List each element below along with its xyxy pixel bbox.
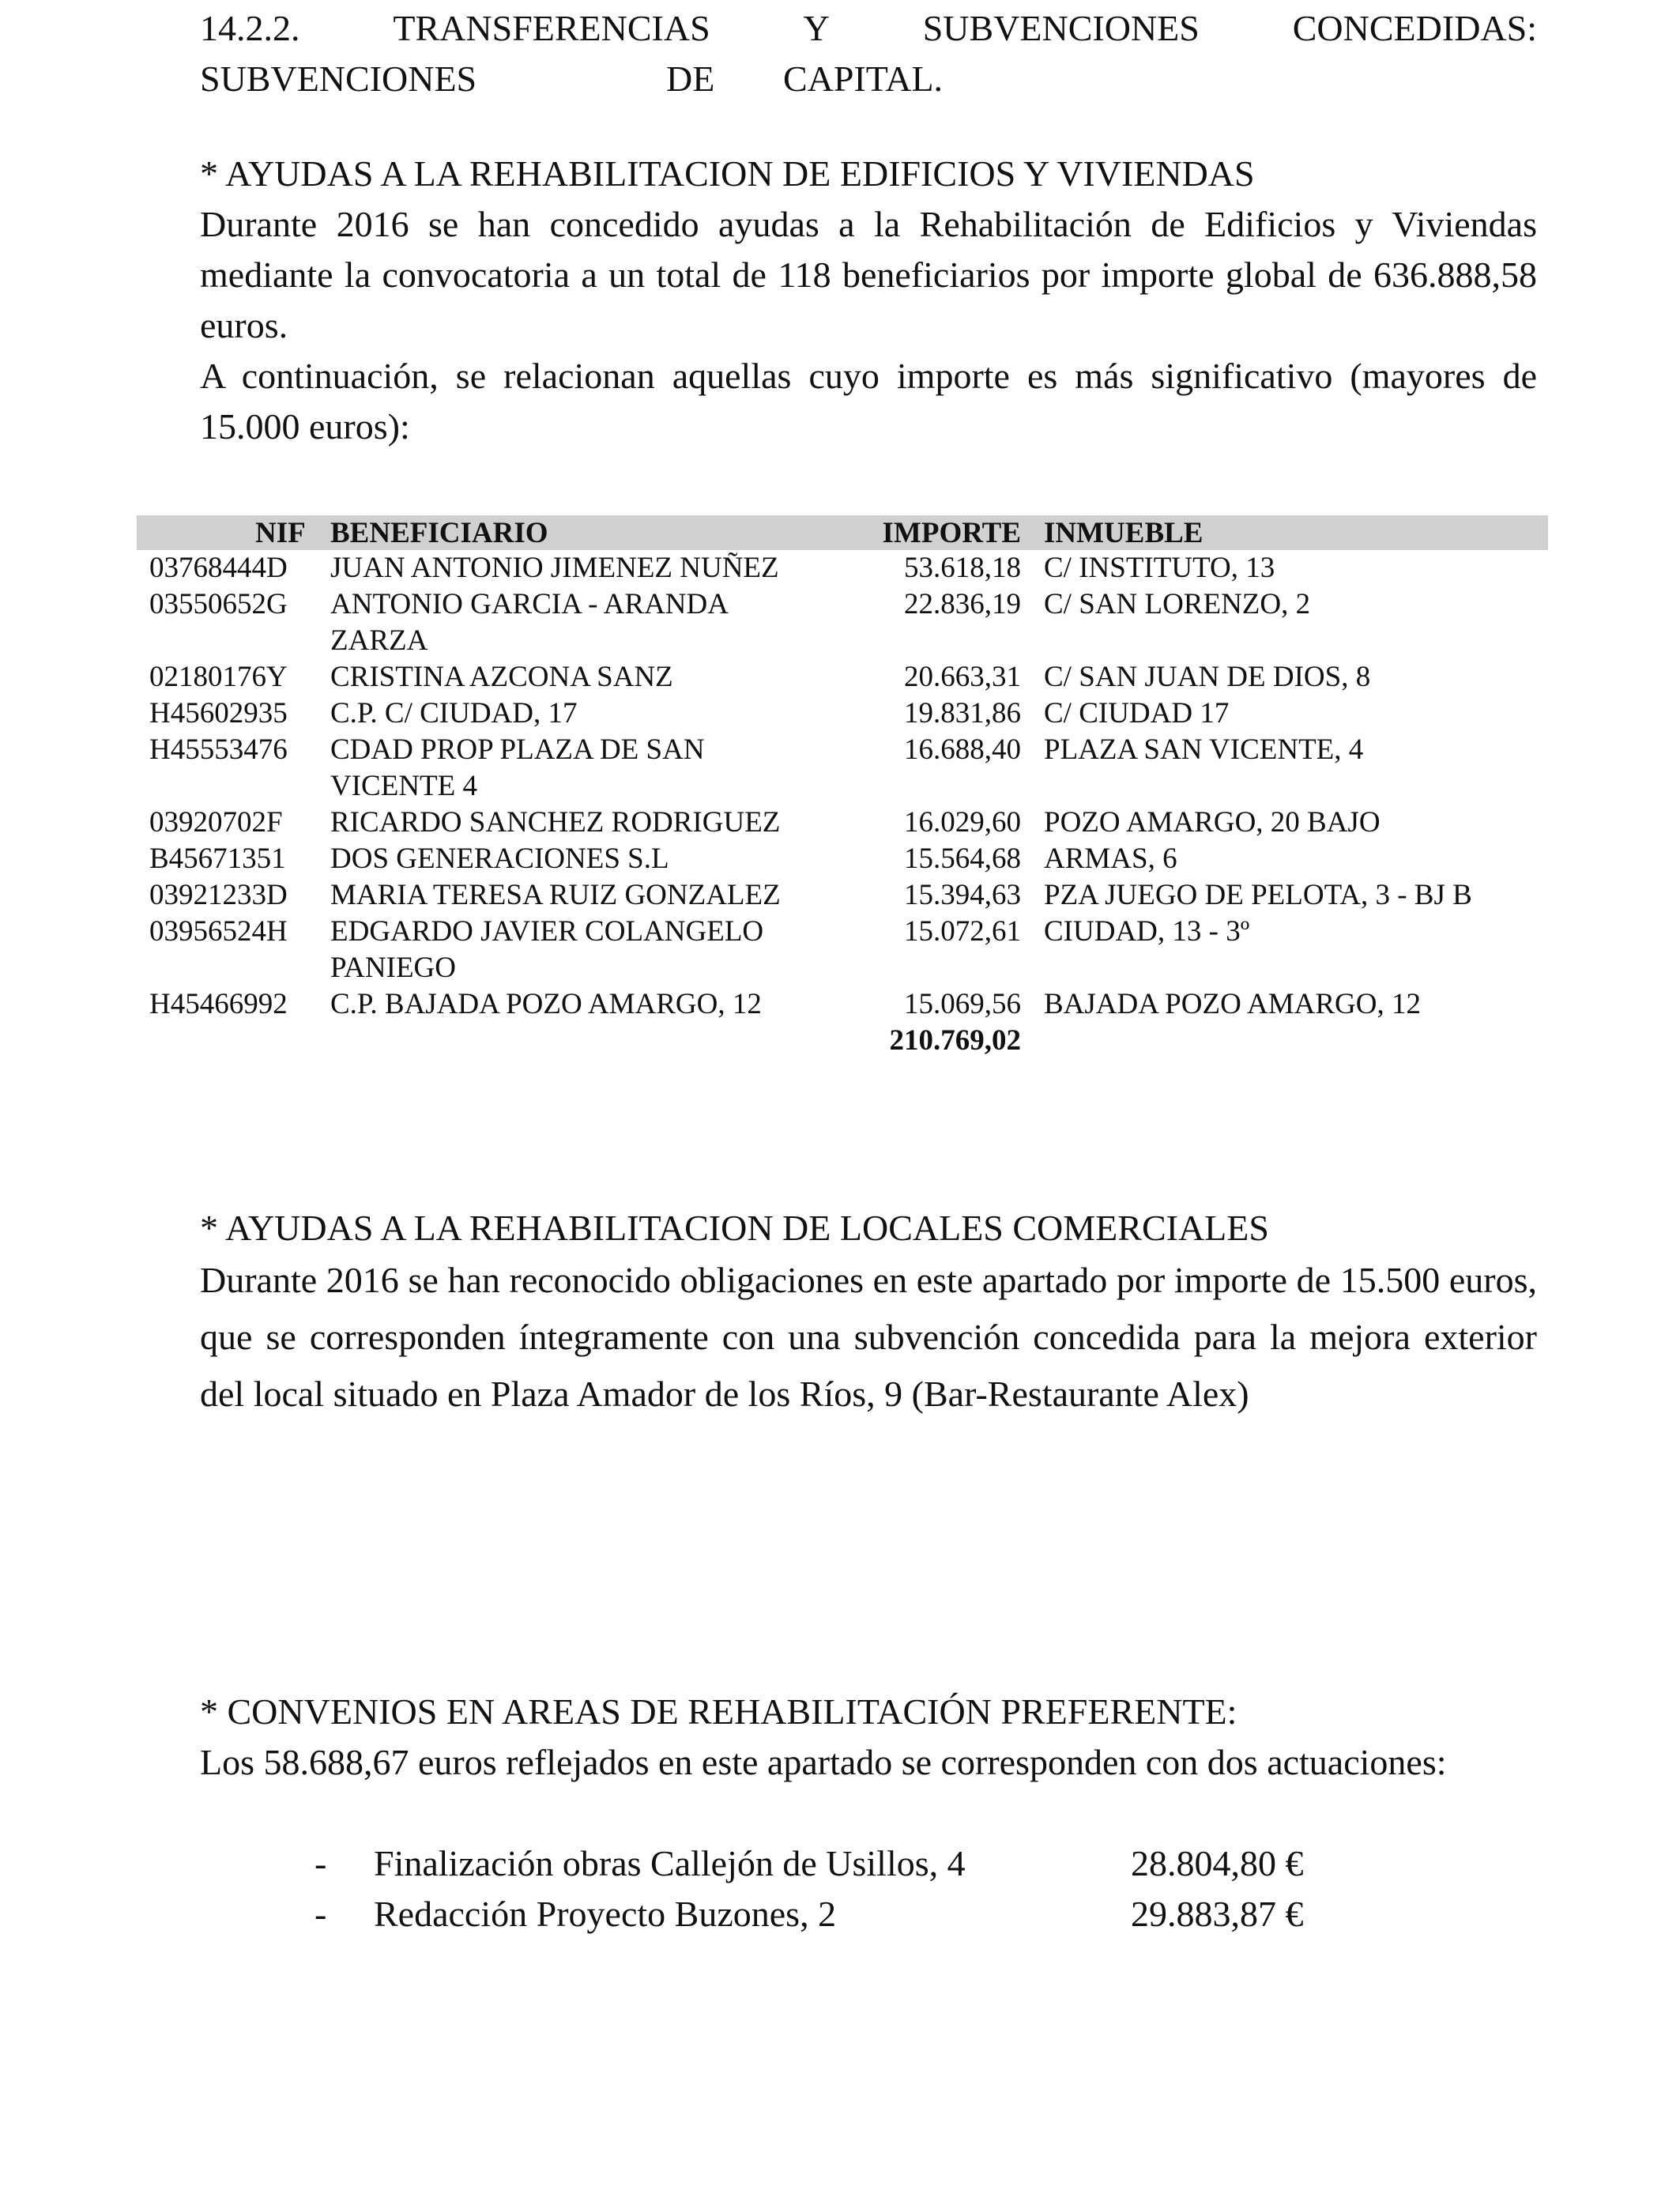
title-word: Y <box>803 8 830 48</box>
cell-beneficiario: ANTONIO GARCIA - ARANDA ZARZA <box>330 588 727 657</box>
table-row <box>137 914 1548 986</box>
title-line-2 <box>200 54 1537 104</box>
section-heading-convenios: * CONVENIOS EN AREAS DE REHABILITACIÓN PREFERENTE: <box>200 1691 1237 1732</box>
title-word: TRANSFERENCIAS <box>393 8 710 48</box>
table-row <box>137 732 1548 805</box>
section-heading-locales: * AYUDAS A LA REHABILITACION DE LOCALES COMERCIALES <box>200 1208 1269 1248</box>
cell-nif: 03768444D <box>149 552 288 584</box>
cell-inmueble: C/ SAN JUAN DE DIOS, 8 <box>1044 661 1371 693</box>
header-beneficiario: BENEFICIARIO <box>330 517 548 549</box>
cell-nif: 03550652G <box>149 588 288 620</box>
header-importe: IMPORTE <box>882 517 1021 549</box>
table-total-row <box>137 1023 1548 1059</box>
cell-inmueble: C/ SAN LORENZO, 2 <box>1044 588 1311 620</box>
cell-nif: B45671351 <box>149 843 286 875</box>
cell-beneficiario: RICARDO SANCHEZ RODRIGUEZ <box>330 806 781 839</box>
cell-importe: 22.836,19 <box>904 588 1021 620</box>
cell-inmueble: CIUDAD, 13 - 3º <box>1044 915 1250 948</box>
item-amount: 29.883,87 € <box>1131 1894 1304 1934</box>
cell-inmueble: PLAZA SAN VICENTE, 4 <box>1044 733 1364 766</box>
cell-importe: 15.564,68 <box>904 843 1021 875</box>
header-inmueble: INMUEBLE <box>1044 517 1203 549</box>
header-nif: NIF <box>255 517 306 549</box>
cell-importe: 53.618,18 <box>904 552 1021 584</box>
cell-beneficiario: CRISTINA AZCONA SANZ <box>330 661 673 693</box>
table-row <box>137 986 1548 1023</box>
table-row <box>137 550 1548 586</box>
cell-inmueble: POZO AMARGO, 20 BAJO <box>1044 806 1381 839</box>
title-word: SUBVENCIONES <box>922 8 1200 48</box>
paragraph: A continuación, se relacionan aquellas cuyo importe es más significativo (mayores de 15.000 euros): <box>200 356 1537 447</box>
cell-inmueble: PZA JUEGO DE PELOTA, 3 - BJ B <box>1044 879 1472 911</box>
cell-nif: H45602935 <box>149 697 288 729</box>
cell-inmueble: C/ INSTITUTO, 13 <box>1044 552 1275 584</box>
cell-beneficiario: EDGARDO JAVIER COLANGELO PANIEGO <box>330 915 764 984</box>
table-row <box>137 841 1548 877</box>
cell-nif: H45466992 <box>149 988 288 1020</box>
bullet-dash: - <box>315 1894 327 1934</box>
title-word: CAPITAL. <box>783 58 944 99</box>
cell-beneficiario: CDAD PROP PLAZA DE SAN VICENTE 4 <box>330 733 705 802</box>
cell-importe: 16.029,60 <box>904 806 1021 839</box>
item-text: Redacción Proyecto Buzones, 2 <box>374 1894 837 1934</box>
table-row <box>137 586 1548 659</box>
cell-beneficiario: MARIA TERESA RUIZ GONZALEZ <box>330 879 781 911</box>
cell-inmueble: BAJADA POZO AMARGO, 12 <box>1044 988 1421 1020</box>
cell-importe: 15.069,56 <box>904 988 1021 1020</box>
title-word: DE <box>666 58 715 99</box>
cell-beneficiario: JUAN ANTONIO JIMENEZ NUÑEZ <box>330 552 779 584</box>
bullet-dash: - <box>315 1843 327 1883</box>
title-line-1 <box>200 3 1537 54</box>
table-row <box>137 877 1548 914</box>
cell-nif: H45553476 <box>149 733 288 766</box>
cell-importe: 20.663,31 <box>904 661 1021 693</box>
cell-nif: 02180176Y <box>149 661 288 693</box>
cell-nif: 03956524H <box>149 915 288 948</box>
title-word: SUBVENCIONES <box>200 58 477 99</box>
paragraph: Durante 2016 se han concedido ayudas a la Rehabilitación de Edificios y Viviendas mediante la convocatoria a un total de 118 beneficiarios por importe global de 636.888,58 euros. <box>200 204 1537 345</box>
cell-nif: 03921233D <box>149 879 288 911</box>
cell-importe: 16.688,40 <box>904 733 1021 766</box>
table-header <box>137 515 1548 550</box>
cell-beneficiario: C.P. BAJADA POZO AMARGO, 12 <box>330 988 762 1020</box>
cell-importe: 15.072,61 <box>904 915 1021 948</box>
section-body-convenios: Los 58.688,67 euros reflejados en este apartado se corresponden con dos actuaciones: <box>200 1742 1447 1782</box>
cell-inmueble: C/ CIUDAD 17 <box>1044 697 1230 729</box>
section-heading-edificios: * AYUDAS A LA REHABILITACION DE EDIFICIOS Y VIVIENDAS <box>200 153 1255 194</box>
table-row <box>137 805 1548 841</box>
table-row <box>137 696 1548 732</box>
title-word: 14.2.2. <box>200 8 300 48</box>
cell-beneficiario: DOS GENERACIONES S.L <box>330 843 669 875</box>
section-body-edificios <box>200 199 1537 452</box>
cell-nif: 03920702F <box>149 806 283 839</box>
table-row <box>137 659 1548 696</box>
cell-importe: 15.394,63 <box>904 879 1021 911</box>
title-word: CONCEDIDAS: <box>1292 8 1537 48</box>
cell-importe: 19.831,86 <box>904 697 1021 729</box>
cell-beneficiario: C.P. C/ CIUDAD, 17 <box>330 697 578 729</box>
section-title <box>200 3 1537 104</box>
item-amount: 28.804,80 € <box>1131 1843 1304 1883</box>
section-body-locales: Durante 2016 se han reconocido obligaciones en este apartado por importe de 15.500 euros, que se corresponden íntegramente con una subvención concedida para la mejora exterior del local situado en Plaza Amador de los Ríos, 9 (Bar-Restaurante Alex) <box>200 1260 1537 1414</box>
item-text: Finalización obras Callejón de Usillos, 4 <box>374 1843 966 1883</box>
cell-inmueble: ARMAS, 6 <box>1044 843 1177 875</box>
beneficiaries-table <box>137 515 1548 1059</box>
total-importe: 210.769,02 <box>889 1024 1021 1057</box>
